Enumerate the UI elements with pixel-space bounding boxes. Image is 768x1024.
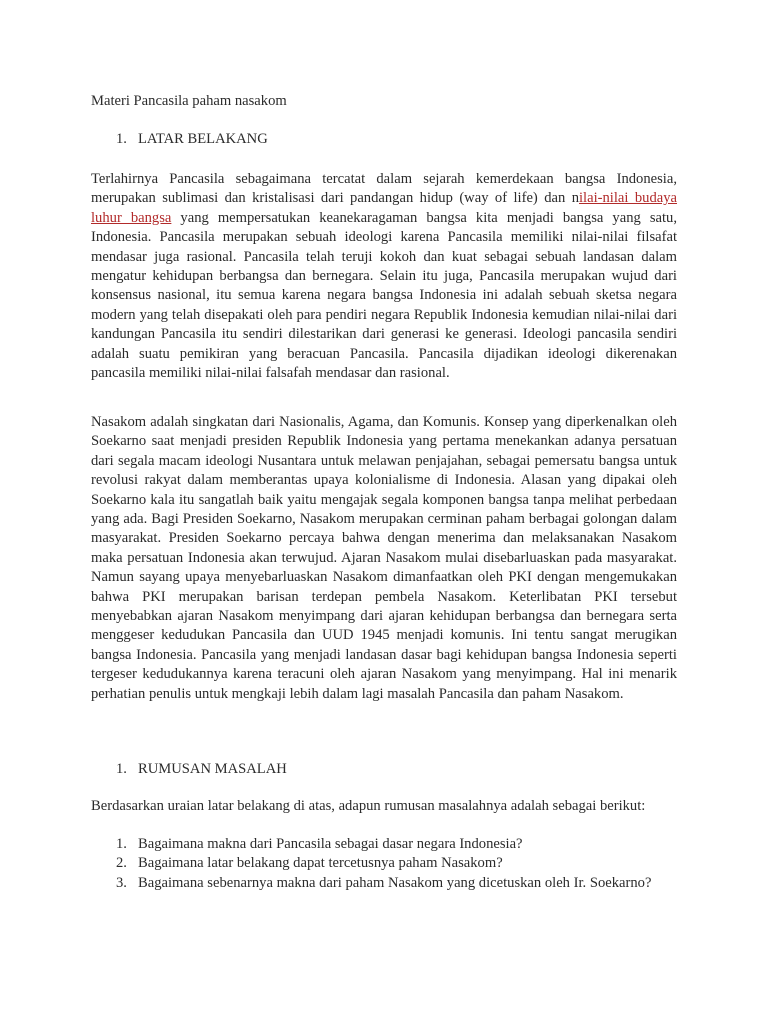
list-item [116, 874, 651, 893]
list-number: 3. [116, 874, 127, 891]
paragraph-text: Terlahirnya Pancasila sebagaimana tercatat dalam sejarah kemerdekaan bangsa Indonesia, merupakan sublimasi dan kristalisasi dari pandangan hidup (way of life) dan n [91, 171, 677, 207]
list-number: 2. [116, 855, 127, 872]
document-title: Materi Pancasila paham nasakom [91, 93, 287, 109]
paragraph-text: yang mempersatukan keanekaragaman bangsa kita menjadi bangsa yang satu, Indonesia. Pancasila merupakan sebuah ideologi karena Pancasila memiliki nilai-nilai filsafat mendasar juga rasional. Pancasila telah teruji kokoh dan kuat sebagai sebuah landasan dalam mengatur kehidupan berbangsa dan bernegara. Selain itu juga, Pancasila merupakan wujud dari konsensus nasional, itu semua karena negara bangsa Indonesia ini adalah sebuah sketsa negara modern yang telah disepakati oleh para pendiri negara Republik Indonesia kemudian nilai-nilai dari kandungan Pancasila itu sendiri dilestarikan dari generasi ke generasi. Ideologi pancasila sendiri adalah suatu pemikiran yang beracuan Pancasila. Pancasila dijadikan ideologi dikerenakan pancasila memiliki nilai-nilai falsafah mendasar dan rasional. [91, 209, 677, 382]
list-number: 1. [116, 836, 127, 852]
rumusan-intro: Berdasarkan uraian latar belakang di atas, adapun rumusan masalahnya adalah sebagai berikut: [91, 798, 646, 814]
paragraph-pancasila [91, 170, 677, 383]
paragraph-nasakom: Nasakom adalah singkatan dari Nasionalis, Agama, dan Komunis. Konsep yang diperkenalkan oleh Soekarno saat menjadi presiden Republik Indonesia yang pertama menekankan adanya persatuan dari segala macam ideologi Nusantara untuk melawan penjajahan, sebagai pemersatu bangsa untuk revolusi rakyat dalam memberantas upaya kolonialisme di Indonesia. Alasan yang dipakai oleh Soekarno kala itu sangatlah baik yaitu mengajak segala komponen bangsa tanpa melihat perbedaan yang ada. Bagi Presiden Soekarno, Nasakom merupakan cerminan paham berbagai golongan dalam masyarakat. Presiden Soekarno percaya bahwa dengan menerima dan melaksanakan Nasakom maka persatuan Indonesia akan terwujud. Ajaran Nasakom mulai disebarluaskan pada masyarakat. Namun sayang upaya menyebarluaskan Nasakom dimanfaatkan oleh PKI dengan mengemukakan bahwa PKI merupakan barisan terdepan pembela Nasakom. Keterlibatan PKI tersebut menyebabkan ajaran Nasakom menyimpang dari ajaran kehidupan berbangsa dan bernegara serta menggeser kedudukan Pancasila dan UUD 1945 menjadi komunis. Ini tentu sangat merugikan bangsa Indonesia. Pancasila yang menjadi landasan dasar bagi kehidupan bangsa Indonesia seperti tergeser kedudukannya karena teracuni oleh ajaran Nasakom yang menyimpang. Hal ini menarik perhatian penulis untuk mengkaji lebih dalam lagi masalah Pancasila dan paham Nasakom. [91, 414, 677, 702]
question-list [116, 835, 651, 893]
section-number: 1. [116, 761, 127, 777]
budaya-link[interactable]: ilai-nilai budaya luhur bangsa [91, 190, 677, 226]
section-heading-text: RUMUSAN MASALAH [138, 761, 287, 777]
list-item [116, 835, 651, 854]
section-number: 1. [116, 131, 127, 147]
list-text: Bagaimana makna dari Pancasila sebagai dasar negara Indonesia? [138, 836, 523, 852]
list-text: Bagaimana sebenarnya makna dari paham Nasakom yang dicetuskan oleh Ir. Soekarno? [138, 874, 652, 891]
list-item [116, 854, 651, 873]
section-heading-rumusan-masalah [116, 760, 287, 779]
section-heading-text: LATAR BELAKANG [138, 131, 268, 147]
section-heading-latar-belakang [116, 130, 268, 149]
list-text: Bagaimana latar belakang dapat tercetusnya paham Nasakom? [138, 855, 503, 872]
